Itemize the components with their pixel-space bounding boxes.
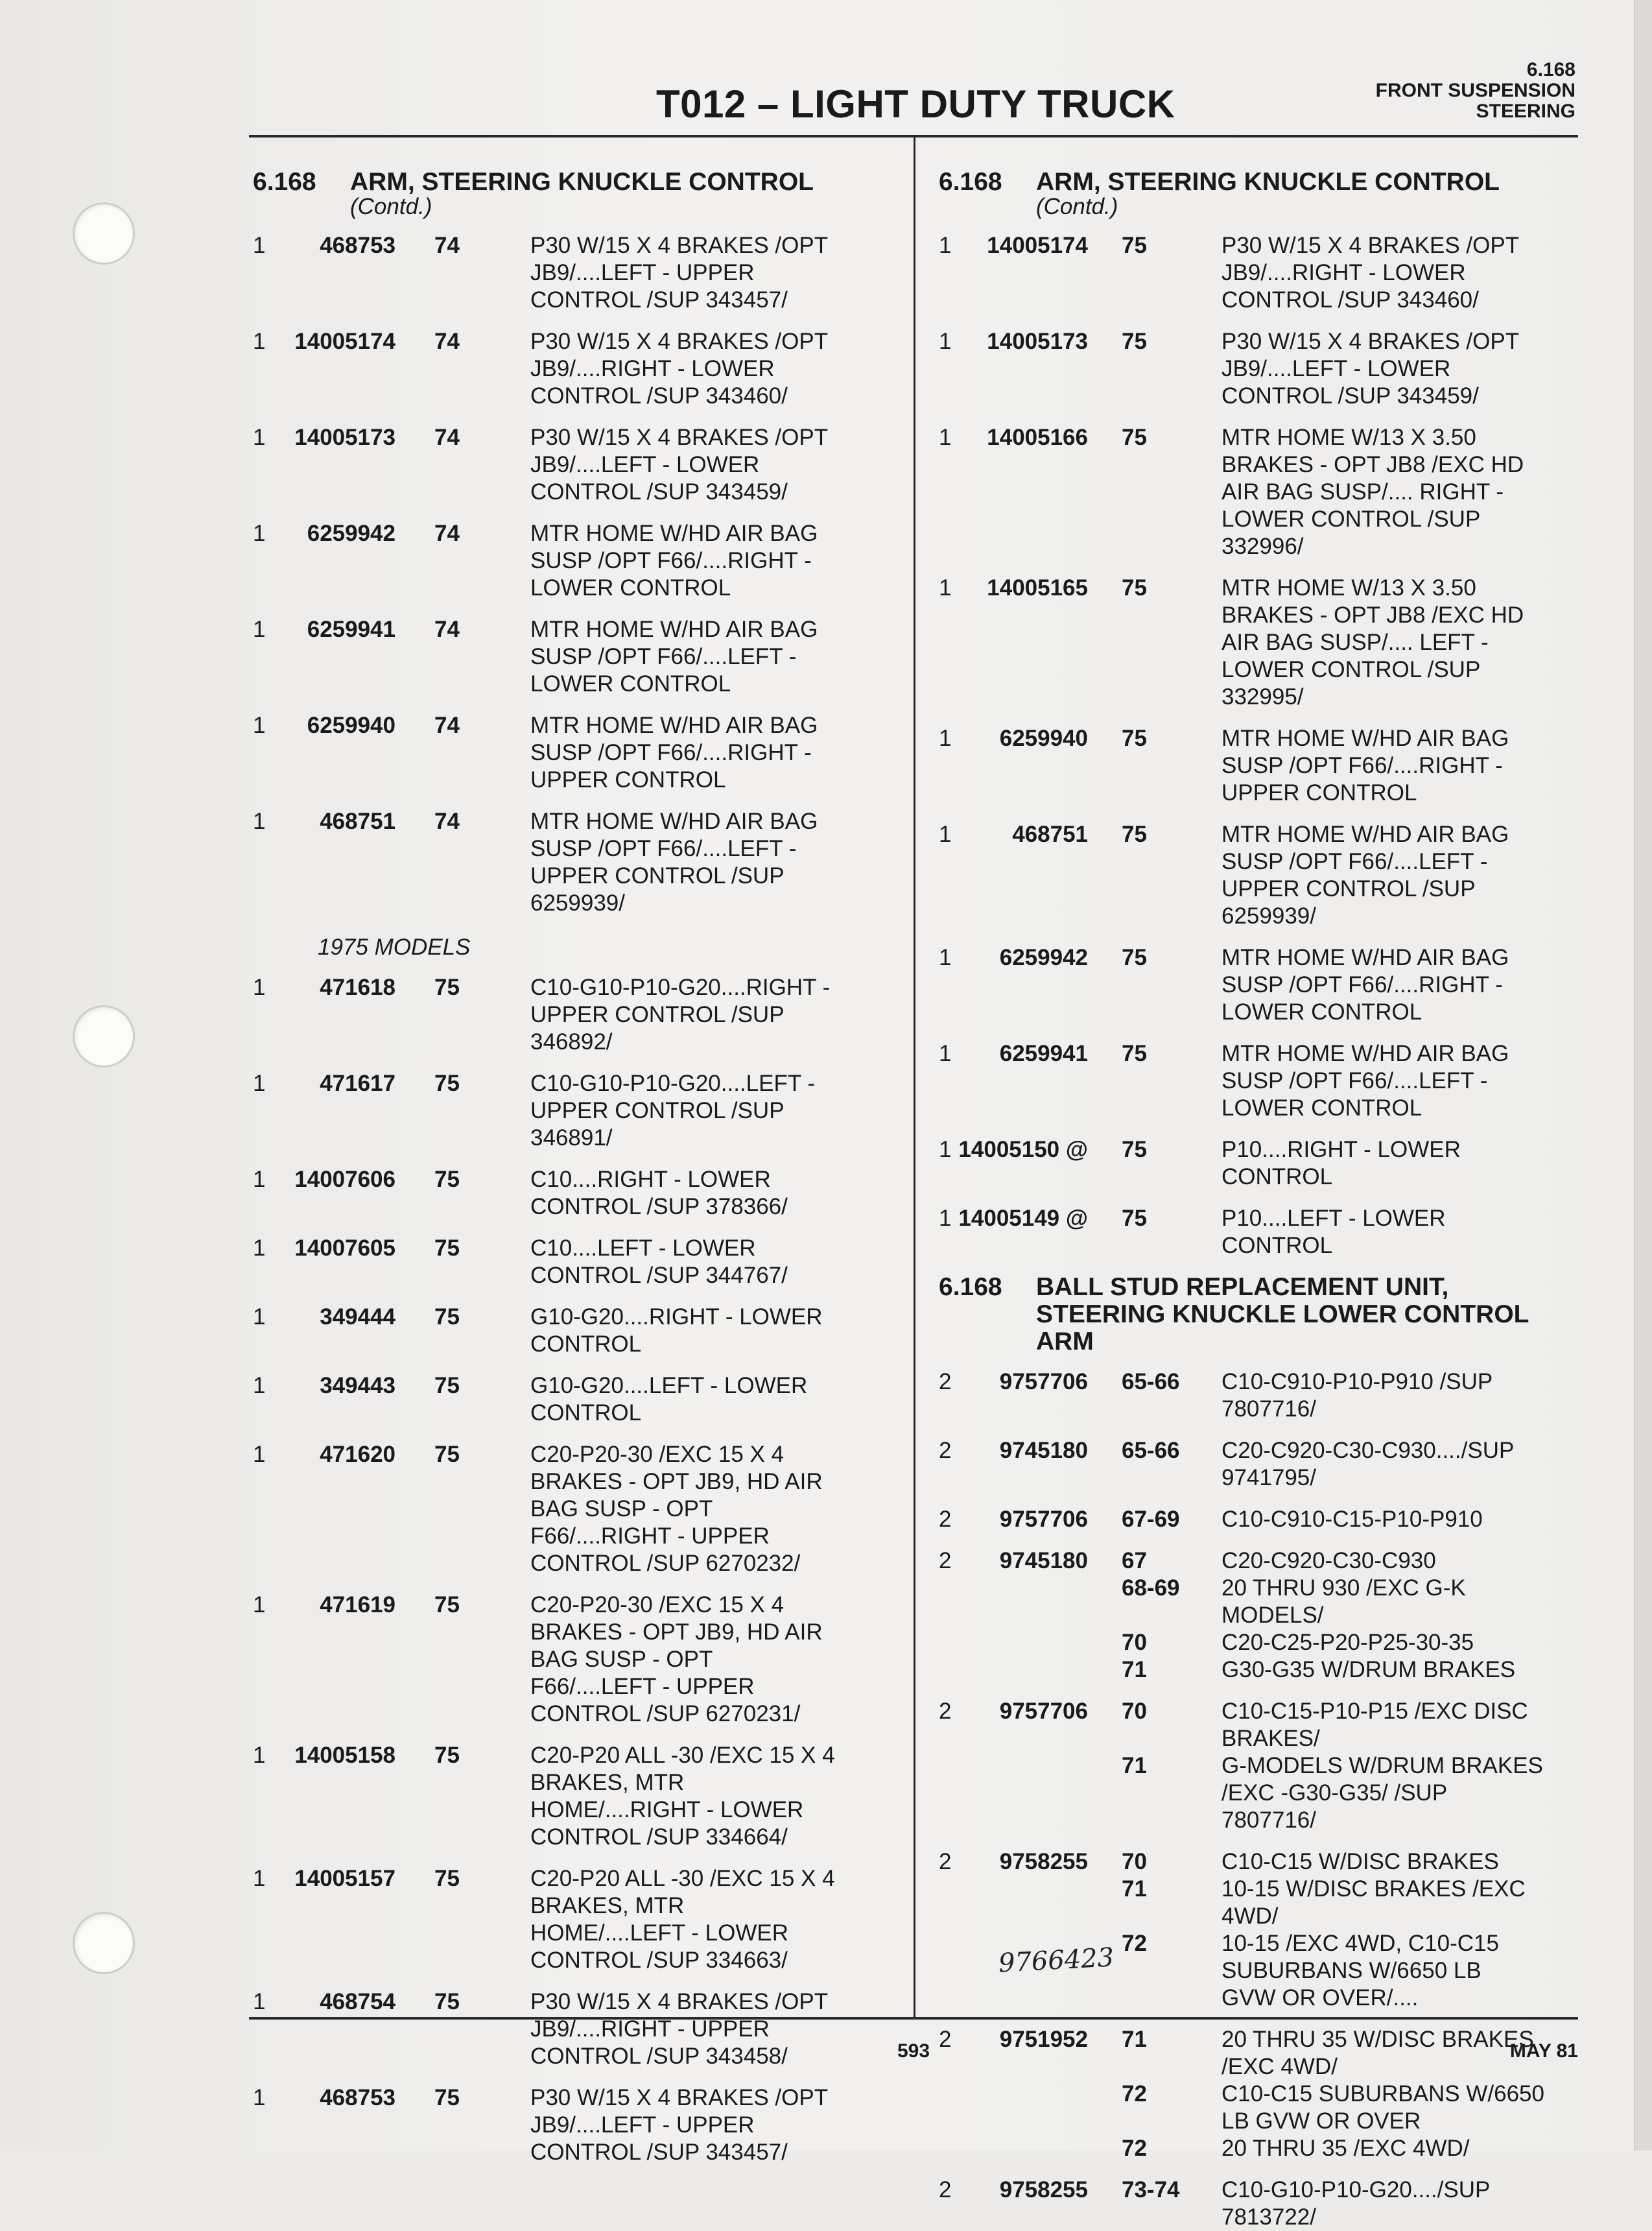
- item-description: C20-C25-P20-P25-30-35: [1221, 1630, 1474, 1655]
- list-item: [939, 725, 1587, 807]
- model-year: 72: [1122, 2081, 1147, 2106]
- model-year: 74: [434, 713, 460, 738]
- item-description: C10-G10-P10-G20..../SUP 7813722/: [1221, 2177, 1491, 2230]
- item-description: P30 W/15 X 4 BRAKES /OPT JB9/....RIGHT - LOWER CONTROL /SUP 343460/: [1221, 233, 1520, 313]
- item-qty: 1: [253, 1304, 266, 1330]
- part-number: 9757706: [999, 1699, 1088, 1724]
- item-description: 10-15 /EXC 4WD, C10-C15 SUBURBANS W/6650 LB GVW OR OVER/....: [1221, 1931, 1499, 2010]
- list-item: [939, 575, 1587, 711]
- item-description: G30-G35 W/DRUM BRAKES: [1221, 1657, 1516, 1682]
- section-tag-number: 6.168: [1526, 59, 1575, 80]
- part-number: 9758255: [999, 2177, 1088, 2202]
- part-number: 349443: [320, 1373, 395, 1398]
- item-description: G10-G20....RIGHT - LOWER CONTROL: [530, 1304, 823, 1357]
- item-description: P30 W/15 X 4 BRAKES /OPT JB9/....LEFT - LOWER CONTROL /SUP 343459/: [1221, 329, 1520, 409]
- part-number: 14005165: [987, 575, 1088, 601]
- section-heading-number: 6.168: [939, 168, 1002, 196]
- item-description: MTR HOME W/HD AIR BAG SUSP /OPT F66/....LEFT - LOWER CONTROL: [1221, 1041, 1509, 1121]
- part-number: 14005173: [294, 425, 395, 450]
- list-item: [253, 424, 901, 506]
- model-year: 75: [434, 1743, 460, 1768]
- item-qty: 1: [939, 822, 952, 847]
- model-year: 75: [1122, 425, 1147, 450]
- right-column: [939, 169, 1587, 2231]
- list-item: [253, 1988, 901, 2070]
- section-heading: [253, 169, 901, 196]
- part-number: 6259941: [307, 617, 395, 642]
- model-year: 74: [434, 521, 460, 546]
- model-year: 75: [434, 1373, 460, 1398]
- item-description: MTR HOME W/HD AIR BAG SUSP /OPT F66/....RIGHT - UPPER CONTROL: [530, 713, 818, 793]
- section-heading-text: BALL STUD REPLACEMENT UNIT, STEERING KNUCKLE LOWER CONTROL ARM: [1036, 1273, 1529, 1355]
- section-tag-line2: STEERING: [1476, 101, 1575, 122]
- item-qty: 2: [939, 1548, 952, 1573]
- list-item: [939, 1506, 1587, 1533]
- model-year: 71: [1122, 2027, 1147, 2052]
- list-item: [253, 1235, 901, 1289]
- item-description: 20 THRU 930 /EXC G-K MODELS/: [1221, 1575, 1466, 1628]
- model-year: 75: [434, 2085, 460, 2110]
- item-description: C20-P20-30 /EXC 15 X 4 BRAKES - OPT JB9, HD AIR BAG SUSP - OPT F66/....LEFT - UPPER CONTROL /SUP 6270231/: [530, 1592, 823, 1726]
- list-item: [939, 1629, 1587, 1656]
- model-year: 67-69: [1122, 1507, 1180, 1532]
- item-qty: 1: [253, 1743, 266, 1768]
- model-year: 74: [434, 329, 460, 354]
- model-year: 72: [1122, 2136, 1147, 2161]
- section-heading-text: ARM, STEERING KNUCKLE CONTROL: [1036, 168, 1500, 196]
- list-item: [253, 1372, 901, 1427]
- list-item: [939, 1575, 1587, 1629]
- list-item: [939, 1205, 1587, 1259]
- handwritten-note: 9766423: [997, 1942, 1115, 1979]
- item-description: C20-C920-C30-C930..../SUP 9741795/: [1221, 1438, 1515, 1490]
- item-description: MTR HOME W/HD AIR BAG SUSP /OPT F66/....RIGHT - LOWER CONTROL: [530, 521, 818, 601]
- item-description: C10-G10-P10-G20....LEFT - UPPER CONTROL /SUP 346891/: [530, 1071, 815, 1151]
- model-year: 75: [1122, 233, 1147, 258]
- part-number: 468751: [320, 809, 395, 834]
- list-item: [939, 2135, 1587, 2162]
- item-description: MTR HOME W/HD AIR BAG SUSP /OPT F66/....RIGHT - UPPER CONTROL: [1221, 726, 1509, 805]
- part-number: 6259941: [999, 1041, 1088, 1066]
- model-year: 75: [434, 1592, 460, 1617]
- models-label: 1975 MODELS: [318, 935, 471, 960]
- part-number: 14005158: [294, 1743, 395, 1768]
- item-description: C10-C910-C15-P10-P910: [1221, 1507, 1483, 1532]
- section-heading-number: 6.168: [939, 1273, 1002, 1301]
- model-year: 75: [434, 1989, 460, 2014]
- list-item: [253, 808, 901, 917]
- part-number: 471620: [320, 1442, 395, 1467]
- list-item: [939, 1547, 1587, 1575]
- model-year: 70: [1122, 1630, 1147, 1655]
- model-year: 75: [434, 1167, 460, 1192]
- item-description: 20 THRU 35 W/DISC BRAKES /EXC 4WD/: [1221, 2027, 1534, 2079]
- item-qty: 1: [253, 1167, 266, 1192]
- item-qty: 1: [253, 329, 266, 354]
- item-qty: 2: [939, 1438, 952, 1463]
- model-year: 70: [1122, 1849, 1147, 1874]
- section-heading-text: ARM, STEERING KNUCKLE CONTROL: [350, 168, 814, 196]
- part-number: 6259942: [999, 945, 1088, 970]
- model-year: 75: [434, 1442, 460, 1467]
- section-heading-number: 6.168: [253, 168, 316, 196]
- page-title: T012 – LIGHT DUTY TRUCK: [656, 82, 1175, 126]
- section-heading: [939, 169, 1587, 196]
- item-qty: 1: [253, 1592, 266, 1617]
- part-number: 14007606: [294, 1167, 395, 1192]
- model-year: 75: [1122, 726, 1147, 751]
- model-year: 73-74: [1122, 2177, 1180, 2202]
- column-divider: [914, 137, 915, 2018]
- item-qty: 2: [939, 2027, 952, 2052]
- part-number: 14005150 @: [958, 1137, 1088, 1162]
- parts-list: [253, 232, 901, 917]
- model-year: 75: [434, 1304, 460, 1330]
- binder-hole: [73, 1005, 135, 1068]
- list-item: [253, 1865, 901, 1974]
- list-item: [939, 2026, 1587, 2081]
- item-description: MTR HOME W/HD AIR BAG SUSP /OPT F66/....LEFT - UPPER CONTROL /SUP 6259939/: [530, 809, 818, 916]
- list-item: [939, 232, 1587, 314]
- item-qty: 1: [939, 945, 952, 970]
- model-year: 74: [434, 233, 460, 258]
- item-description: MTR HOME W/HD AIR BAG SUSP /OPT F66/....LEFT - UPPER CONTROL /SUP 6259939/: [1221, 822, 1509, 929]
- item-qty: 1: [253, 1866, 266, 1891]
- list-item: [253, 1304, 901, 1358]
- list-item: [939, 1698, 1587, 1752]
- item-qty: 1: [253, 233, 266, 258]
- item-qty: 1: [253, 1071, 266, 1096]
- item-description: C20-P20 ALL -30 /EXC 15 X 4 BRAKES, MTR HOME/....RIGHT - LOWER CONTROL /SUP 334664/: [530, 1743, 835, 1850]
- list-item: [253, 1441, 901, 1577]
- list-item: [939, 1136, 1587, 1191]
- left-column: [253, 169, 901, 2166]
- item-description: 10-15 W/DISC BRAKES /EXC 4WD/: [1221, 1876, 1526, 1929]
- item-qty: 1: [253, 617, 266, 642]
- item-qty: 1: [253, 521, 266, 546]
- list-item: [939, 1876, 1587, 1930]
- list-item: [939, 1752, 1587, 1834]
- model-year: 70: [1122, 1699, 1147, 1724]
- model-year: 75: [1122, 1206, 1147, 1231]
- list-item: [253, 1742, 901, 1851]
- part-number: 6259940: [999, 726, 1088, 751]
- list-item: [253, 328, 901, 410]
- item-qty: 1: [939, 233, 952, 258]
- list-item: [253, 2084, 901, 2166]
- item-qty: 2: [939, 1849, 952, 1874]
- list-item: [939, 1368, 1587, 1423]
- list-item: [253, 1592, 901, 1728]
- model-year: 65-66: [1122, 1438, 1180, 1463]
- list-item: [253, 1070, 901, 1152]
- list-item: [253, 974, 901, 1056]
- part-number: 468753: [320, 233, 395, 258]
- list-item: [253, 520, 901, 602]
- list-item: [939, 2177, 1587, 2231]
- list-item: [253, 1166, 901, 1221]
- parts-list: [253, 974, 901, 2166]
- part-number: 14005149 @: [958, 1206, 1088, 1231]
- item-qty: 1: [253, 1989, 266, 2014]
- model-year: 65-66: [1122, 1369, 1180, 1394]
- page-edge: [1634, 0, 1652, 2151]
- model-year: 75: [1122, 329, 1147, 354]
- model-year: 75: [434, 1866, 460, 1891]
- item-description: G-MODELS W/DRUM BRAKES /EXC -G30-G35/ /SUP 7807716/: [1221, 1753, 1543, 1833]
- model-year: 74: [434, 425, 460, 450]
- list-item: [939, 424, 1587, 560]
- list-item: [253, 232, 901, 314]
- item-qty: 1: [939, 575, 952, 601]
- item-description: C20-P20 ALL -30 /EXC 15 X 4 BRAKES, MTR HOME/....LEFT - LOWER CONTROL /SUP 334663/: [530, 1866, 835, 1973]
- list-item: [939, 1040, 1587, 1122]
- model-year: 75: [434, 975, 460, 1000]
- item-description: C10....LEFT - LOWER CONTROL /SUP 344767/: [530, 1235, 788, 1288]
- item-description: C10-C910-P10-P910 /SUP 7807716/: [1221, 1369, 1493, 1422]
- part-number: 9757706: [999, 1369, 1088, 1394]
- list-item: [939, 1437, 1587, 1492]
- item-description: P30 W/15 X 4 BRAKES /OPT JB9/....LEFT - LOWER CONTROL /SUP 343459/: [530, 425, 829, 505]
- item-description: C20-C920-C30-C930: [1221, 1548, 1436, 1573]
- item-description: P10....LEFT - LOWER CONTROL: [1221, 1206, 1446, 1258]
- item-description: C10-C15-P10-P15 /EXC DISC BRAKES/: [1221, 1699, 1528, 1751]
- contd-label: (Contd.): [350, 194, 432, 219]
- list-item: [253, 712, 901, 794]
- model-year: 75: [1122, 575, 1147, 601]
- item-description: P30 W/15 X 4 BRAKES /OPT JB9/....LEFT - UPPER CONTROL /SUP 343457/: [530, 2085, 829, 2165]
- page-number: 593: [897, 2040, 930, 2062]
- part-number: 14005157: [294, 1866, 395, 1891]
- parts-list: [939, 1368, 1587, 2231]
- item-qty: 2: [939, 2177, 952, 2202]
- part-number: 6259942: [307, 521, 395, 546]
- item-description: G10-G20....LEFT - LOWER CONTROL: [530, 1373, 808, 1426]
- model-year: 75: [1122, 1137, 1147, 1162]
- item-description: P30 W/15 X 4 BRAKES /OPT JB9/....LEFT - UPPER CONTROL /SUP 343457/: [530, 233, 829, 313]
- item-description: MTR HOME W/13 X 3.50 BRAKES - OPT JB8 /EXC HD AIR BAG SUSP/.... LEFT - LOWER CONTROL /SUP 332995/: [1221, 575, 1524, 710]
- binder-hole: [73, 202, 135, 265]
- item-description: C10-G10-P10-G20....RIGHT - UPPER CONTROL /SUP 346892/: [530, 975, 831, 1055]
- model-year: 74: [434, 617, 460, 642]
- part-number: 14005174: [987, 233, 1088, 258]
- item-description: C10....RIGHT - LOWER CONTROL /SUP 378366/: [530, 1167, 788, 1219]
- item-description: P10....RIGHT - LOWER CONTROL: [1221, 1137, 1461, 1189]
- item-qty: 1: [253, 975, 266, 1000]
- section-tag-line1: FRONT SUSPENSION: [1375, 80, 1575, 101]
- model-year: 71: [1122, 1876, 1147, 1902]
- item-qty: 2: [939, 1699, 952, 1724]
- part-number: 14005166: [987, 425, 1088, 450]
- item-qty: 1: [253, 2085, 266, 2110]
- list-item: [939, 1848, 1587, 1876]
- part-number: 14007605: [294, 1235, 395, 1261]
- section-heading: [939, 1274, 1587, 1355]
- item-qty: 1: [253, 809, 266, 834]
- item-description: C10-C15 W/DISC BRAKES: [1221, 1849, 1499, 1874]
- model-year: 74: [434, 809, 460, 834]
- list-item: [939, 328, 1587, 410]
- model-year: 71: [1122, 1753, 1147, 1778]
- item-description: MTR HOME W/13 X 3.50 BRAKES - OPT JB8 /EXC HD AIR BAG SUSP/.... RIGHT - LOWER CONTROL /SUP 332996/: [1221, 425, 1524, 559]
- model-year: 75: [1122, 822, 1147, 847]
- part-number: 14005174: [294, 329, 395, 354]
- part-number: 6259940: [307, 713, 395, 738]
- item-qty: 1: [939, 425, 952, 450]
- part-number: 471619: [320, 1592, 395, 1617]
- item-description: MTR HOME W/HD AIR BAG SUSP /OPT F66/....RIGHT - LOWER CONTROL: [1221, 945, 1509, 1025]
- part-number: 9758255: [999, 1849, 1088, 1874]
- item-qty: 1: [939, 1137, 952, 1162]
- part-number: 14005173: [987, 329, 1088, 354]
- item-qty: 1: [939, 726, 952, 751]
- item-description: P30 W/15 X 4 BRAKES /OPT JB9/....RIGHT - LOWER CONTROL /SUP 343460/: [530, 329, 829, 409]
- item-qty: 1: [939, 329, 952, 354]
- item-qty: 1: [253, 1373, 266, 1398]
- part-number: 9757706: [999, 1507, 1088, 1532]
- item-description: 20 THRU 35 /EXC 4WD/: [1221, 2136, 1470, 2161]
- part-number: 468754: [320, 1989, 395, 2014]
- item-description: C10-C15 SUBURBANS W/6650 LB GVW OR OVER: [1221, 2081, 1544, 2134]
- item-qty: 1: [253, 1235, 266, 1261]
- item-qty: 2: [939, 1507, 952, 1532]
- item-description: P30 W/15 X 4 BRAKES /OPT JB9/....RIGHT - UPPER CONTROL /SUP 343458/: [530, 1989, 829, 2069]
- model-year: 75: [1122, 945, 1147, 970]
- model-year: 75: [1122, 1041, 1147, 1066]
- item-qty: 1: [939, 1041, 952, 1066]
- model-year: 75: [434, 1235, 460, 1261]
- binder-hole: [73, 1912, 135, 1974]
- list-item: [939, 1656, 1587, 1684]
- part-number: 468753: [320, 2085, 395, 2110]
- part-number: 9751952: [999, 2027, 1088, 2052]
- item-qty: 1: [253, 425, 266, 450]
- item-qty: 1: [253, 713, 266, 738]
- part-number: 471618: [320, 975, 395, 1000]
- part-number: 468751: [1012, 822, 1088, 847]
- item-qty: 1: [253, 1442, 266, 1467]
- model-year: 68-69: [1122, 1575, 1180, 1601]
- list-item: [253, 616, 901, 698]
- item-description: MTR HOME W/HD AIR BAG SUSP /OPT F66/....LEFT - LOWER CONTROL: [530, 617, 818, 697]
- part-number: 9745180: [999, 1438, 1088, 1463]
- part-number: 9745180: [999, 1548, 1088, 1573]
- contd-label: (Contd.): [1036, 194, 1118, 219]
- list-item: [939, 821, 1587, 930]
- model-year: 71: [1122, 1657, 1147, 1682]
- item-qty: 1: [939, 1206, 952, 1231]
- model-year: 75: [434, 1071, 460, 1096]
- item-qty: 2: [939, 1369, 952, 1394]
- part-number: 349444: [320, 1304, 395, 1330]
- model-year: 72: [1122, 1931, 1147, 1956]
- parts-list: [939, 232, 1587, 1259]
- item-description: C20-P20-30 /EXC 15 X 4 BRAKES - OPT JB9, HD AIR BAG SUSP - OPT F66/....RIGHT - UPPER CONTROL /SUP 6270232/: [530, 1442, 823, 1576]
- list-item: [939, 944, 1587, 1026]
- edition-date: MAY 81: [1509, 2040, 1578, 2062]
- part-number: 471617: [320, 1071, 395, 1096]
- model-year: 67: [1122, 1548, 1147, 1573]
- list-item: [939, 2081, 1587, 2135]
- section-tag: [1376, 60, 1575, 122]
